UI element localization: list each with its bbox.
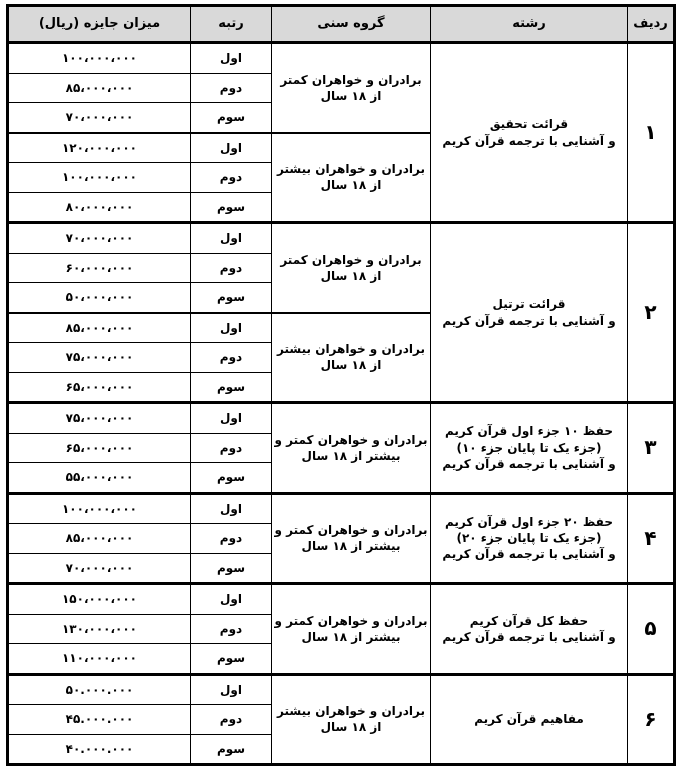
rank-cell: اول bbox=[191, 43, 272, 74]
field-name bbox=[431, 674, 628, 765]
age-group bbox=[272, 584, 431, 675]
rank-cell: سوم bbox=[191, 372, 272, 403]
age-line: از ۱۸ سال bbox=[320, 720, 382, 735]
age-line: برادران و خواهران بیشتر bbox=[277, 162, 425, 177]
row-number: ۱ bbox=[628, 43, 675, 223]
field-name bbox=[431, 493, 628, 584]
age-line: از ۱۸ سال bbox=[320, 88, 382, 103]
table-body bbox=[8, 43, 675, 765]
age-line: بیشتر از ۱۸ سال bbox=[301, 448, 401, 463]
table-row bbox=[8, 493, 675, 524]
age-line: بیشتر از ۱۸ سال bbox=[301, 539, 401, 554]
row-number: ۲ bbox=[628, 223, 675, 403]
prize-amount: ۸۵،۰۰۰،۰۰۰ bbox=[8, 73, 191, 103]
field-line: (جزء یک تا پایان جزء ۱۰) bbox=[456, 440, 602, 455]
prize-amount: ۴۰.۰۰۰.۰۰۰ bbox=[8, 734, 191, 765]
rank-cell: سوم bbox=[191, 553, 272, 584]
rank-cell: اول bbox=[191, 674, 272, 705]
rank-cell: دوم bbox=[191, 163, 272, 193]
table-row bbox=[8, 43, 675, 74]
table-row bbox=[8, 584, 675, 615]
rank-cell: اول bbox=[191, 493, 272, 524]
field-name bbox=[431, 43, 628, 223]
age-group bbox=[272, 313, 431, 403]
age-group bbox=[272, 674, 431, 765]
age-group bbox=[272, 403, 431, 494]
field-name bbox=[431, 584, 628, 675]
age-line: برادران و خواهران کمتر bbox=[280, 72, 422, 87]
rank-cell: سوم bbox=[191, 283, 272, 313]
field-line: و آشنایی با ترجمه قرآن کریم bbox=[442, 313, 616, 328]
age-line: برادران و خواهران کمتر و bbox=[274, 523, 428, 538]
rank-cell: اول bbox=[191, 133, 272, 163]
table-row bbox=[8, 223, 675, 254]
age-line: برادران و خواهران کمتر و bbox=[274, 432, 428, 447]
prize-amount: ۱۱۰،۰۰۰،۰۰۰ bbox=[8, 644, 191, 675]
field-line: و آشنایی با ترجمه قرآن کریم bbox=[442, 456, 616, 471]
field-line: (جزء یک تا پایان جزء ۲۰) bbox=[456, 531, 602, 546]
field-name bbox=[431, 223, 628, 403]
row-number: ۵ bbox=[628, 584, 675, 675]
row-number: ۶ bbox=[628, 674, 675, 765]
rank-cell: اول bbox=[191, 223, 272, 254]
prize-amount: ۱۵۰،۰۰۰،۰۰۰ bbox=[8, 584, 191, 615]
rank-cell: سوم bbox=[191, 103, 272, 133]
rank-cell: دوم bbox=[191, 73, 272, 103]
field-name bbox=[431, 403, 628, 494]
rank-cell: اول bbox=[191, 403, 272, 434]
prize-amount: ۷۵،۰۰۰،۰۰۰ bbox=[8, 343, 191, 373]
prize-amount: ۶۵،۰۰۰،۰۰۰ bbox=[8, 372, 191, 403]
field-line: حفظ کل قرآن کریم bbox=[469, 613, 589, 628]
rank-cell: سوم bbox=[191, 644, 272, 675]
prize-amount: ۱۰۰،۰۰۰،۰۰۰ bbox=[8, 163, 191, 193]
prize-amount: ۷۰،۰۰۰،۰۰۰ bbox=[8, 553, 191, 584]
rank-cell: دوم bbox=[191, 705, 272, 735]
age-line: از ۱۸ سال bbox=[320, 358, 382, 373]
prize-amount: ۵۰،۰۰۰،۰۰۰ bbox=[8, 283, 191, 313]
rank-cell: سوم bbox=[191, 734, 272, 765]
prize-amount: ۷۰،۰۰۰،۰۰۰ bbox=[8, 223, 191, 254]
field-line: و آشنایی با ترجمه قرآن کریم bbox=[442, 629, 616, 644]
rank-cell: دوم bbox=[191, 614, 272, 644]
age-line: از ۱۸ سال bbox=[320, 178, 382, 193]
prize-amount: ۴۵.۰۰۰.۰۰۰ bbox=[8, 705, 191, 735]
field-line: و آشنایی با ترجمه قرآن کریم bbox=[442, 133, 616, 148]
prize-amount: ۸۰،۰۰۰،۰۰۰ bbox=[8, 192, 191, 223]
rank-cell: سوم bbox=[191, 463, 272, 494]
prize-amount: ۱۰۰،۰۰۰،۰۰۰ bbox=[8, 493, 191, 524]
age-group bbox=[272, 493, 431, 584]
row-number: ۳ bbox=[628, 403, 675, 494]
field-line: و آشنایی با ترجمه قرآن کریم bbox=[442, 547, 616, 562]
table-header-row bbox=[8, 6, 675, 43]
rank-cell: دوم bbox=[191, 253, 272, 283]
prize-amount: ۸۵،۰۰۰،۰۰۰ bbox=[8, 313, 191, 343]
prize-amount: ۵۵،۰۰۰،۰۰۰ bbox=[8, 463, 191, 494]
header-row-no: ردیف bbox=[628, 6, 675, 43]
rank-cell: دوم bbox=[191, 343, 272, 373]
header-amount: میزان جایزه (ریال) bbox=[8, 6, 191, 43]
age-line: از ۱۸ سال bbox=[320, 268, 382, 283]
prize-amount: ۶۵،۰۰۰،۰۰۰ bbox=[8, 433, 191, 463]
age-line: برادران و خواهران کمتر و bbox=[274, 613, 428, 628]
field-line: حفظ ۱۰ جزء اول قرآن کریم bbox=[445, 424, 613, 439]
table-row bbox=[8, 674, 675, 705]
header-field: رشته bbox=[431, 6, 628, 43]
header-age-group: گروه سنی bbox=[272, 6, 431, 43]
prize-amount: ۷۰،۰۰۰،۰۰۰ bbox=[8, 103, 191, 133]
age-line: برادران و خواهران بیشتر bbox=[277, 704, 425, 719]
rank-cell: دوم bbox=[191, 433, 272, 463]
field-line: مفاهیم قرآن کریم bbox=[474, 712, 584, 727]
prize-amount: ۱۳۰،۰۰۰،۰۰۰ bbox=[8, 614, 191, 644]
row-number: ۴ bbox=[628, 493, 675, 584]
prize-table-container bbox=[6, 4, 673, 766]
rank-cell: دوم bbox=[191, 524, 272, 554]
prize-amount: ۵۰.۰۰۰.۰۰۰ bbox=[8, 674, 191, 705]
prize-amount: ۸۵،۰۰۰،۰۰۰ bbox=[8, 524, 191, 554]
age-line: بیشتر از ۱۸ سال bbox=[301, 629, 401, 644]
prize-amount: ۱۲۰،۰۰۰،۰۰۰ bbox=[8, 133, 191, 163]
prize-amount: ۶۰،۰۰۰،۰۰۰ bbox=[8, 253, 191, 283]
prize-amount: ۷۵،۰۰۰،۰۰۰ bbox=[8, 403, 191, 434]
age-line: برادران و خواهران بیشتر bbox=[277, 342, 425, 357]
field-line: حفظ ۲۰ جزء اول قرآن کریم bbox=[445, 514, 613, 529]
rank-cell: اول bbox=[191, 313, 272, 343]
prize-table bbox=[6, 4, 676, 766]
field-line: قرائت ترتیل bbox=[492, 297, 566, 312]
age-group bbox=[272, 223, 431, 313]
table-row bbox=[8, 403, 675, 434]
field-line: قرائت تحقیق bbox=[489, 117, 569, 132]
age-line: برادران و خواهران کمتر bbox=[280, 252, 422, 267]
rank-cell: اول bbox=[191, 584, 272, 615]
header-rank: رتبه bbox=[191, 6, 272, 43]
age-group bbox=[272, 43, 431, 133]
age-group bbox=[272, 133, 431, 223]
rank-cell: سوم bbox=[191, 192, 272, 223]
prize-amount: ۱۰۰،۰۰۰،۰۰۰ bbox=[8, 43, 191, 74]
